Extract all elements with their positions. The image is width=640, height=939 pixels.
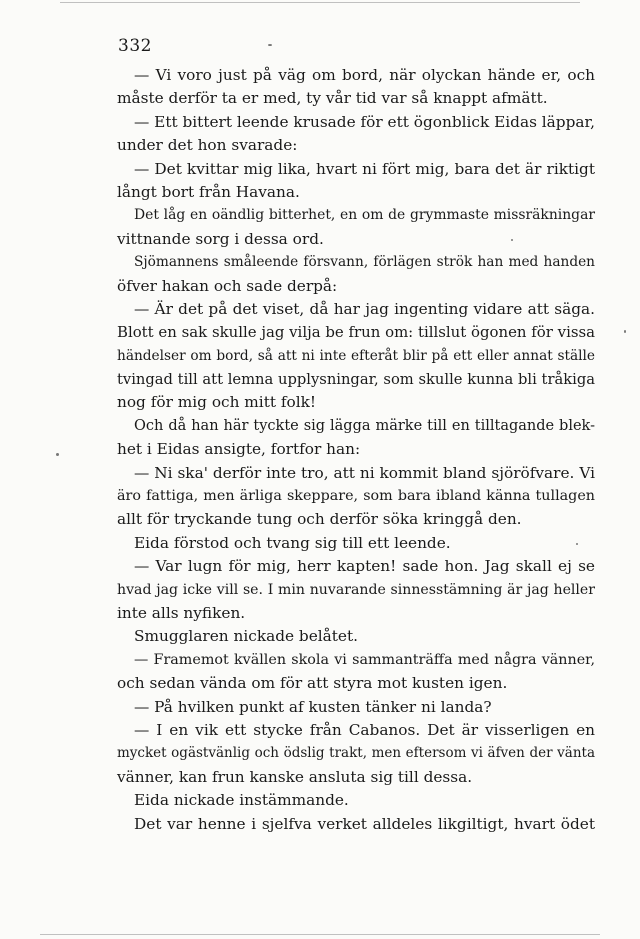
text-line: Eida nickade instämmande. (134, 791, 349, 810)
page-speck (624, 330, 626, 333)
text-line: inte alls nyfiken. (117, 603, 246, 622)
text-line: nog för mig och mitt folk! (117, 393, 317, 412)
text-line: långt bort från Havana. (117, 182, 300, 201)
text-line: äro fattiga, men ärliga skeppare, som bara ibland känna tullagen (117, 488, 595, 505)
text-line: under det hon svarade: (117, 136, 298, 155)
page-number: 332 (118, 36, 152, 56)
text-line: — Det kvittar mig lika, hvart ni fört mig, bara det är riktigt (134, 159, 595, 178)
text-line: — Framemot kvällen skola vi sammanträffa med några vänner, (134, 651, 595, 668)
text-line: Eida förstod och tvang sig till ett leende. (134, 533, 451, 552)
text-line: vänner, kan frun kanske ansluta sig till dessa. (117, 767, 473, 786)
text-line: öfver hakan och sade derpå: (117, 276, 338, 295)
text-line: — På hvilken punkt af kusten tänker ni landa? (134, 697, 492, 716)
page-speck (56, 453, 59, 456)
text-line: — I en vik ett stycke från Cabanos. Det är visserligen en (134, 720, 595, 739)
text-line: — Var lugn för mig, herr kapten! sade hon. Jag skall ej se (134, 557, 595, 576)
text-line: Det var henne i sjelfva verket alldeles likgiltigt, hvart ödet (134, 814, 595, 833)
text-line: händelser om bord, så att ni inte efteråt blir på ett eller annat ställe (117, 347, 595, 364)
text-line: — Ni ska' derför inte tro, att ni kommit bland sjöröfvare. Vi (134, 463, 595, 482)
top-edge-mark (60, 2, 580, 3)
text-line: Det låg en oändlig bitterhet, en om de grymmaste missräkningar (134, 207, 595, 224)
text-line: allt för tryckande tung och derför söka kringgå den. (117, 510, 522, 529)
text-line: Sjömannens småleende försvann, förlägen strök han med handen (134, 254, 595, 271)
text-line: vittnande sorg i dessa ord. (117, 229, 324, 248)
text-line: — Vi voro just på väg om bord, när olyckan hände er, och (134, 66, 595, 84)
text-line: Blott en sak skulle jag vilja be frun om: tillslut ögonen för vissa (117, 323, 595, 342)
text-line: måste derför ta er med, ty vår tid var så knappt afmätt. (117, 89, 548, 108)
body-text (117, 64, 595, 836)
text-line: het i Eidas ansigte, fortfor han: (117, 440, 361, 459)
text-line: — Ett bittert leende krusade för ett ögonblick Eidas läppar, (134, 112, 595, 131)
page-speck (268, 44, 272, 46)
text-line: tvingad till att lemna upplysningar, som skulle kunna bli tråkiga (117, 371, 595, 389)
text-line: Och då han här tyckte sig lägga märke till en tilltagande blek- (134, 417, 595, 434)
text-line: hvad jag icke vill se. I min nuvarande sinnesstämning är jag heller (117, 581, 595, 598)
text-line: mycket ogästvänlig och ödslig trakt, men eftersom vi äfven der vänta (117, 745, 595, 762)
text-line: och sedan vända om för att styra mot kusten igen. (117, 674, 508, 693)
bottom-edge-mark (40, 934, 600, 935)
text-line: Smugglaren nickade belåtet. (134, 627, 358, 646)
text-line: — Är det på det viset, då har jag ingenting vidare att säga. (134, 299, 595, 318)
